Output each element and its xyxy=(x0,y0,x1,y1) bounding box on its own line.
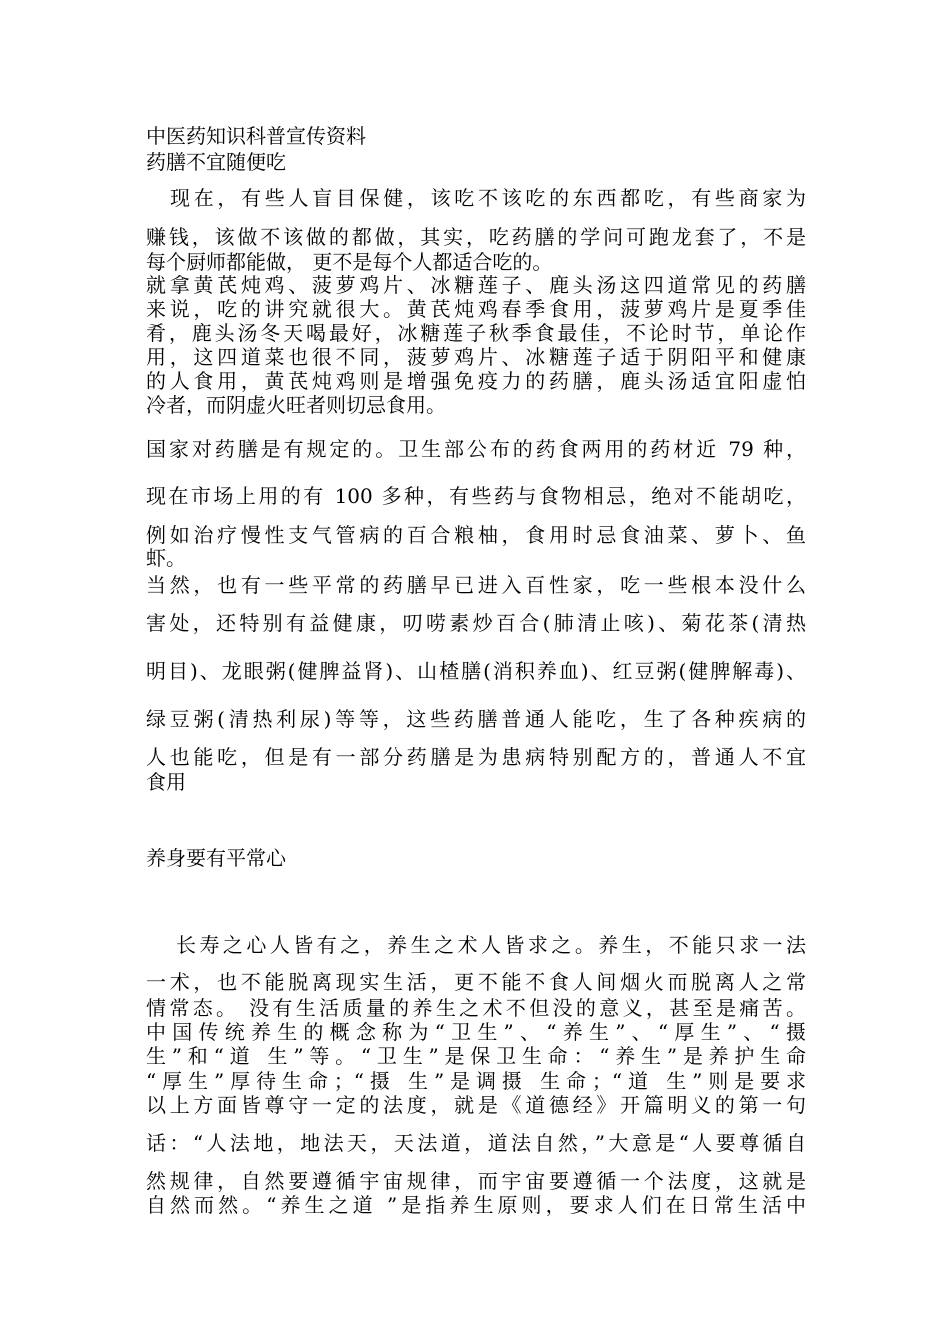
paragraph-line: 绿豆粥(清热利尿)等等，这些药膳普通人能吃，生了各种疾病的 xyxy=(146,707,806,731)
paragraph-line: 以上方面皆尊守一定的法度，就是《道德经》开篇明义的第一句 xyxy=(146,1093,806,1117)
paragraph-line: 然规律，自然要遵循宇宙规律，而宇宙要遵循一个法度，这就是 xyxy=(146,1169,806,1193)
paragraph-line: “厚生”厚待生命；“摄 生”是调摄 生命；“道 生”则是要求 xyxy=(146,1069,806,1093)
paragraph-line: 现在，有些人盲目保健，该吃不该吃的东西都吃，有些商家为 xyxy=(170,186,806,210)
paragraph-line: 例如治疗慢性支气管病的百合粮柚，食用时忌食油菜、萝卜、鱼 xyxy=(146,523,806,547)
paragraph-line: 来说，吃的讲究就很大。黄芪炖鸡春季食用，菠萝鸡片是夏季佳 xyxy=(146,297,806,321)
paragraph-line: 中国传统养生的概念称为“卫生”、“养生”、“厚生”、“摄 xyxy=(146,1020,806,1044)
paragraph-line: 害处，还特别有益健康，叨唠素炒百合(肺清止咳)、菊花茶(清热 xyxy=(146,611,806,635)
paragraph-line: 国家对药膳是有规定的。卫生部公布的药食两用的药材近 79 种， xyxy=(146,437,806,461)
paragraph-line: 食用 xyxy=(146,770,186,794)
paragraph-line: 一术，也不能脱离现实生活，更不能不食人间烟火而脱离人之常 xyxy=(146,970,806,994)
paragraph-line: 的人食用，黄芪炖鸡则是增强免疫力的药膳，鹿头汤适宜阳虚怕 xyxy=(146,369,806,393)
paragraph-line: 当然，也有一些平常的药膳早已进入百性家，吃一些根本没什么 xyxy=(146,573,806,597)
paragraph-line: 明目)、龙眼粥(健脾益肾)、山楂膳(消积养血)、红豆粥(健脾解毒)、 xyxy=(146,659,806,683)
paragraph-line: 赚钱，该做不该做的都做，其实，吃药膳的学问可跑龙套了，不是 xyxy=(146,225,806,249)
paragraph-line: 自然而然。“养生之道 ”是指养生原则，要求人们在日常生活中 xyxy=(146,1193,806,1217)
paragraph-line: 冷者，而阴虚火旺者则切忌食用。 xyxy=(146,393,446,417)
paragraph-line: 话：“人法地，地法天，天法道，道法自然，”大意是“人要尊循自 xyxy=(146,1131,806,1155)
document-header: 中医药知识科普宣传资料 xyxy=(146,124,366,148)
paragraph-line: 肴，鹿头汤冬天喝最好，冰糖莲子秋季食最佳，不论时节，单论作 xyxy=(146,321,806,345)
paragraph-line: 每个厨师都能做， 更不是每个人都适合吃的。 xyxy=(146,250,553,274)
paragraph-line: 情常态。 没有生活质量的养生之术不但没的意义，甚至是痛苦。 xyxy=(146,996,806,1020)
paragraph-line: 长寿之心人皆有之，养生之术人皆求之。养生，不能只求一法 xyxy=(176,933,806,957)
paragraph-line: 现在市场上用的有 100 多种，有些药与食物相忌，绝对不能胡吃， xyxy=(146,484,806,508)
paragraph-line: 就拿黄芪炖鸡、菠萝鸡片、冰糖莲子、鹿头汤这四道常见的药膳 xyxy=(146,273,806,297)
paragraph-line: 人也能吃，但是有一部分药膳是为患病特别配方的，普通人不宜 xyxy=(146,745,806,769)
section-title: 养身要有平常心 xyxy=(146,846,286,870)
paragraph-line: 虾。 xyxy=(146,546,186,570)
paragraph-line: 用，这四道菜也很不同，菠萝鸡片、冰糖莲子适于阴阳平和健康 xyxy=(146,345,806,369)
paragraph-line: 生”和“道 生”等。“卫生”是保卫生命：“养生”是养护生命 xyxy=(146,1044,806,1068)
section-title: 药膳不宜随便吃 xyxy=(146,150,286,174)
